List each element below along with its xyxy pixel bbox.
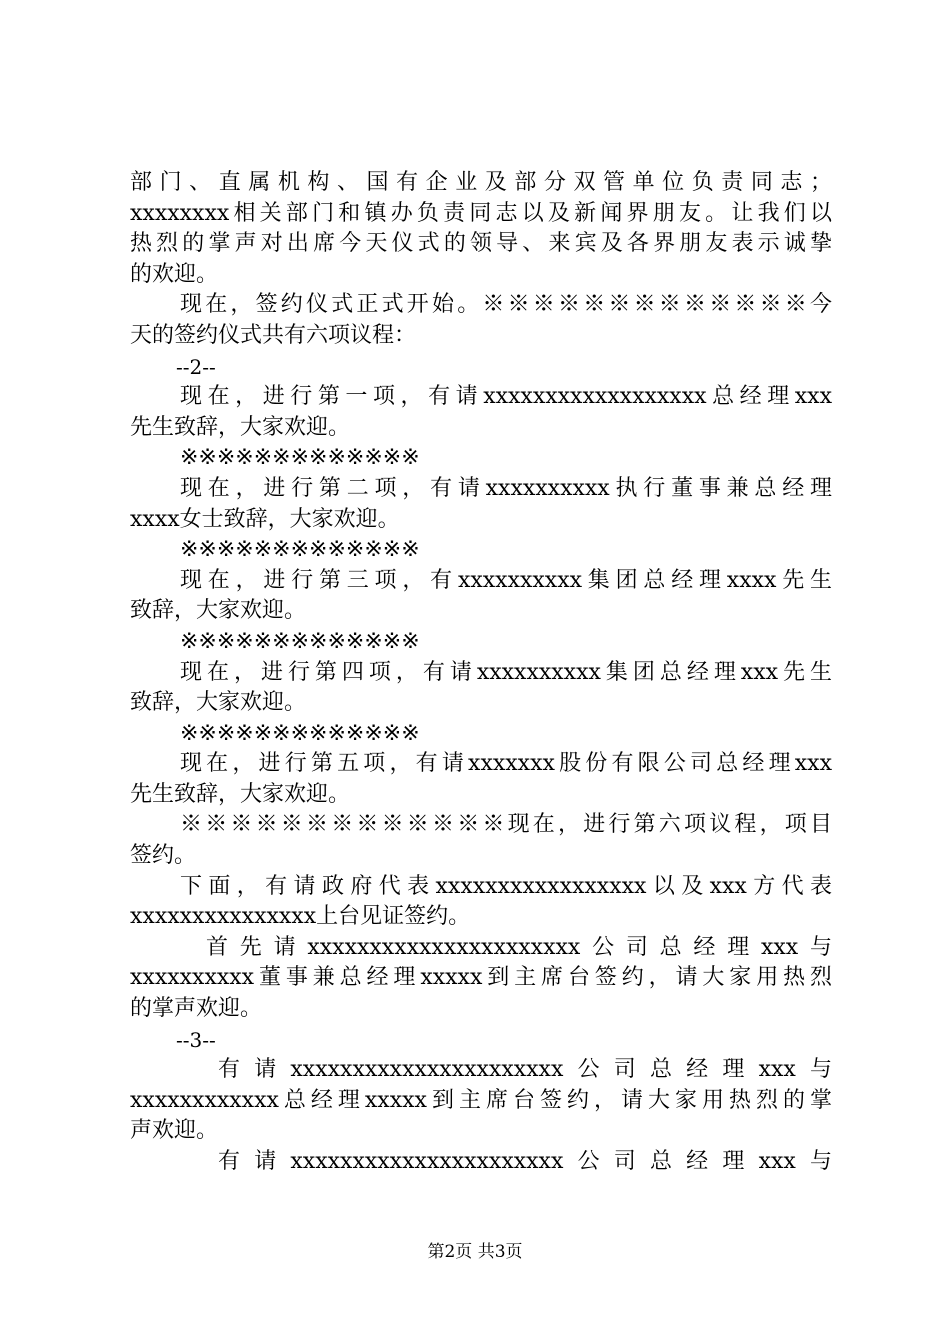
- separator-marks: ※※※※※※※※※※※※※: [180, 720, 420, 746]
- text-line: xxxxxxxxxxxx总经理xxxxx到主席台签约，请大家用热烈的掌: [130, 1087, 832, 1113]
- text-line: 现在，进行第四项，有请xxxxxxxxxx集团总经理xxx先生: [180, 659, 832, 685]
- text-line: 现在，进行第三项，有xxxxxxxxxx集团总经理xxxx先生: [180, 567, 832, 593]
- page-marker: --3--: [176, 1027, 216, 1052]
- text-line: 有请xxxxxxxxxxxxxxxxxxxxxx公司总经理xxx与: [218, 1149, 832, 1174]
- text-line: xxxxxxxxxxxxxxx上台见证签约。: [130, 904, 471, 930]
- text-line: 声欢迎。: [130, 1118, 219, 1144]
- text-line: 先生致辞，大家欢迎。: [130, 414, 351, 440]
- separator-marks: ※※※※※※※※※※※※※: [180, 537, 420, 563]
- separator-marks: ※※※※※※※※※※※※※: [180, 445, 420, 471]
- text-line: 现在，进行第一项，有请xxxxxxxxxxxxxxxxxx总经理xxx: [180, 384, 832, 410]
- text-line: xxxxxxxx相关部门和镇办负责同志以及新闻界朋友。让我们以: [130, 200, 832, 226]
- text-line: 现在，进行第二项，有请xxxxxxxxxx执行董事兼总经理: [180, 475, 832, 501]
- text-line: xxxxxxxxxx董事兼总经理xxxxx到主席台签约，请大家用热烈: [130, 965, 832, 991]
- text-line: 先生致辞，大家欢迎。: [130, 781, 351, 807]
- page-footer: 第2页 共3页: [427, 1242, 523, 1262]
- text-line: 现在，签约仪式正式开始。※※※※※※※※※※※※※今: [180, 292, 832, 318]
- text-line: 现在，进行第五项，有请xxxxxxx股份有限公司总经理xxx: [180, 751, 832, 777]
- text-line: ※※※※※※※※※※※※※现在，进行第六项议程，项目: [180, 812, 832, 838]
- text-line: 签约。: [130, 843, 197, 869]
- text-line: 致辞，大家欢迎。: [130, 598, 307, 624]
- text-line: 的掌声欢迎。: [130, 996, 263, 1022]
- page-marker: --2--: [176, 354, 216, 379]
- text-line: 有请xxxxxxxxxxxxxxxxxxxxxx公司总经理xxx与: [218, 1057, 832, 1083]
- text-line: 首先请xxxxxxxxxxxxxxxxxxxxxx公司总经理xxx与: [206, 934, 832, 960]
- text-line: 天的签约仪式共有六项议程：: [130, 322, 417, 348]
- separator-marks: ※※※※※※※※※※※※※: [180, 628, 420, 654]
- text-line: 的欢迎。: [130, 261, 219, 287]
- text-line: xxxx女士致辞，大家欢迎。: [130, 506, 400, 532]
- text-line: 致辞，大家欢迎。: [130, 690, 307, 716]
- document-body: [130, 168, 832, 1178]
- text-line: 下面，有请政府代表xxxxxxxxxxxxxxxxx以及xxx方代表: [180, 873, 832, 899]
- text-line: 热烈的掌声对出席今天仪式的领导、来宾及各界朋友表示诚挚: [130, 231, 832, 257]
- text-line: 部门、直属机构、国有企业及部分双管单位负责同志；: [130, 170, 832, 195]
